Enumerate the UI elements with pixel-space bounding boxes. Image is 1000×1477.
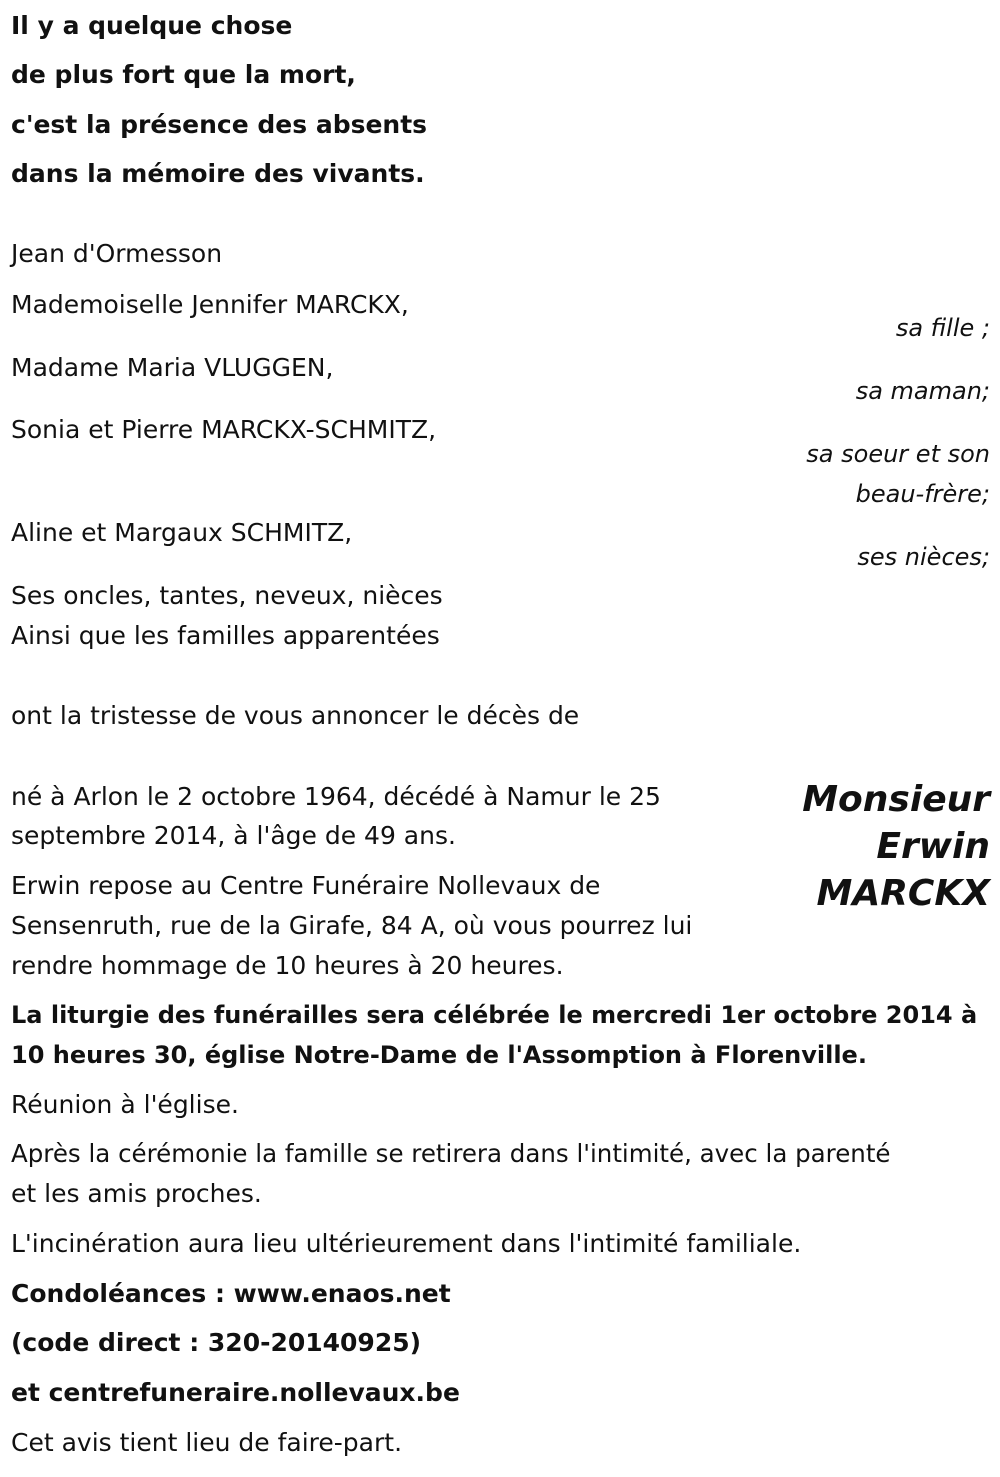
repose-line: rendre hommage de 10 heures à 20 heures.: [11, 951, 564, 980]
after-line: Après la cérémonie la famille se retirera dans l'intimité, avec la parenté: [11, 1139, 891, 1168]
birth-line: septembre 2014, à l'âge de 49 ans.: [11, 821, 456, 850]
family-name: Madame Maria VLUGGEN,: [11, 353, 334, 382]
condolences-line: Condoléances : www.enaos.net: [11, 1279, 451, 1308]
quote-line: Il y a quelque chose: [11, 11, 293, 40]
deceased-name-line: MARCKX: [816, 873, 990, 914]
closing-text: Cet avis tient lieu de faire-part.: [11, 1428, 403, 1457]
deceased-name: [690, 776, 990, 917]
liturgy-line: 10 heures 30, église Notre-Dame de l'Assomption à Florenville.: [11, 1041, 867, 1069]
family-relation: beau-frère;: [855, 480, 990, 508]
repose-line: Sensenruth, rue de la Girafe, 84 A, où vous pourrez lui: [11, 911, 693, 940]
incineration-text: L'incinération aura lieu ultérieurement dans l'intimité familiale.: [11, 1229, 802, 1258]
quote-author: Jean d'Ormesson: [11, 239, 223, 268]
family-relation: sa fille ;: [895, 314, 990, 342]
family-relation: sa soeur et son: [806, 440, 990, 468]
deceased-name-line: Erwin: [876, 826, 990, 867]
family-relation: ses nièces;: [857, 543, 990, 571]
condolences-line: et centrefuneraire.nollevaux.be: [11, 1378, 460, 1407]
liturgy-line: La liturgie des funérailles sera célébrée le mercredi 1er octobre 2014 à: [11, 1001, 978, 1029]
family-name: Sonia et Pierre MARCKX-SCHMITZ,: [11, 415, 437, 444]
repose-line: Erwin repose au Centre Funéraire Nollevaux de: [11, 871, 601, 900]
condolences-line: (code direct : 320-20140925): [11, 1328, 422, 1357]
family-relation: sa maman;: [855, 377, 990, 405]
quote-line: dans la mémoire des vivants.: [11, 159, 425, 188]
family-name: Mademoiselle Jennifer MARCKX,: [11, 290, 409, 319]
family-name: Aline et Margaux SCHMITZ,: [11, 518, 353, 547]
after-line: et les amis proches.: [11, 1179, 262, 1208]
deceased-name-line: Monsieur: [802, 779, 990, 820]
quote-line: c'est la présence des absents: [11, 110, 428, 139]
quote-line: de plus fort que la mort,: [11, 60, 356, 89]
birth-line: né à Arlon le 2 octobre 1964, décédé à Namur le 25: [11, 782, 661, 811]
reunion-text: Réunion à l'église.: [11, 1090, 239, 1119]
announce-text: ont la tristesse de vous annoncer le décès de: [11, 701, 580, 730]
others-line: Ainsi que les familles apparentées: [11, 621, 440, 650]
others-line: Ses oncles, tantes, neveux, nièces: [11, 581, 443, 610]
